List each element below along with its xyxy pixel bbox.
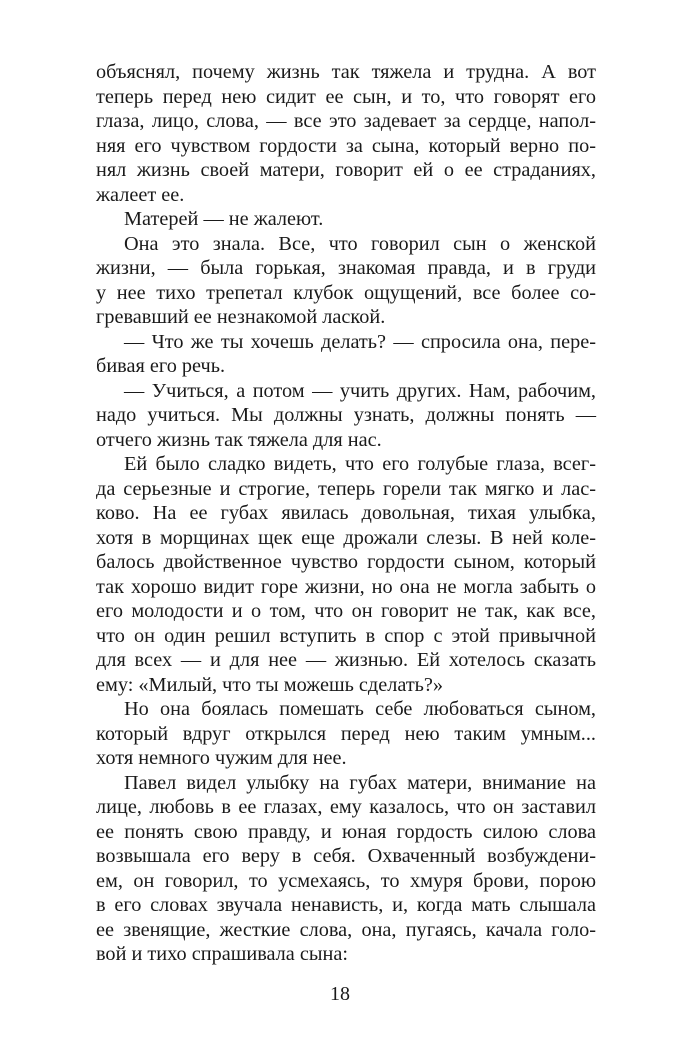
paragraph (96, 60, 596, 207)
text-line: глаза, лицо, слова, — все это задевает за сердце, напол- (96, 110, 596, 132)
text-line: жизни, — была горькая, знакомая правда, и в груди (96, 257, 596, 279)
paragraph (96, 232, 596, 330)
text-line: хотя в морщинах щек еще дрожали слезы. В ней коле- (96, 526, 596, 549)
page-number: 18 (330, 983, 350, 1005)
paragraph (96, 379, 596, 453)
text-line: — Что же ты хочешь делать? — спросила она, пере- (124, 330, 596, 353)
text-line: ково. На ее губах явилась довольная, тихая улыбка, (96, 502, 596, 524)
text-line: ее понять свою правду, и юная гордость силою слова (96, 820, 596, 843)
text-line: объяснял, почему жизнь так тяжела и трудна. А вот (96, 61, 596, 83)
text-line: ее звенящие, жесткие слова, она, пугаясь, качала голо- (96, 918, 596, 941)
paragraph (96, 452, 596, 697)
text-line: Павел видел улыбку на губах матери, внимание на (124, 771, 596, 794)
paragraph (96, 330, 596, 379)
text-line: нял жизнь своей матери, говорит ей о ее страданиях, (96, 159, 596, 181)
text-line: у нее тихо трепетал клубок ощущений, все более со- (96, 281, 596, 304)
book-page-text (96, 60, 596, 967)
text-line: ем, он говорил, то усмехаясь, то хмуря брови, порою (96, 869, 596, 892)
text-line: ему: «Милый, что ты можешь сделать?» (96, 673, 444, 696)
text-line: отчего жизнь так тяжела для нас. (96, 428, 382, 451)
text-line: хотя немного чужим для нее. (96, 747, 347, 769)
paragraph (96, 697, 596, 771)
text-line: балось двойственное чувство гордости сыном, который (96, 551, 596, 573)
text-line: гревавший ее незнакомой лаской. (96, 306, 386, 328)
text-line: няя его чувством гордости за сына, который верно по- (96, 134, 596, 157)
text-line: так хорошо видит горе жизни, но она не могла забыть о (96, 575, 596, 598)
paragraph (96, 207, 596, 232)
text-line: теперь перед нею сидит ее сын, и то, что говорят его (96, 85, 596, 108)
text-line: что он один решил вступить в спор с этой привычной (96, 624, 596, 647)
text-line: — Учиться, а потом — учить других. Нам, рабочим, (124, 379, 596, 402)
text-line: Но она боялась помешать себе любоваться сыном, (124, 698, 596, 720)
text-line: да серьезные и строгие, теперь горели так мягко и лас- (96, 477, 596, 500)
text-line: его молодости и о том, что он говорит не так, как все, (96, 600, 596, 622)
paragraph (96, 771, 596, 967)
text-line: жалеет ее. (96, 183, 185, 206)
text-line: Она это знала. Все, что говорил сын о женской (124, 232, 596, 255)
text-line: лице, любовь в ее глазах, ему казалось, что он заставил (96, 796, 596, 818)
text-line: надо учиться. Мы должны узнать, должны понять — (96, 404, 596, 426)
text-line: который вдруг открылся перед нею таким умным... (96, 722, 596, 745)
text-line: Матерей — не жалеют. (124, 208, 324, 230)
text-line: возвышала его веру в себя. Охваченный возбуждени- (96, 845, 596, 867)
text-line: вой и тихо спрашивала сына: (96, 943, 348, 965)
text-line: бивая его речь. (96, 355, 226, 377)
text-line: в его словах звучала ненависть, и, когда мать слышала (96, 894, 596, 916)
text-line: Ей было сладко видеть, что его голубые глаза, всег- (124, 453, 596, 475)
text-line: для всех — и для нее — жизнью. Ей хотелось сказать (96, 649, 596, 671)
